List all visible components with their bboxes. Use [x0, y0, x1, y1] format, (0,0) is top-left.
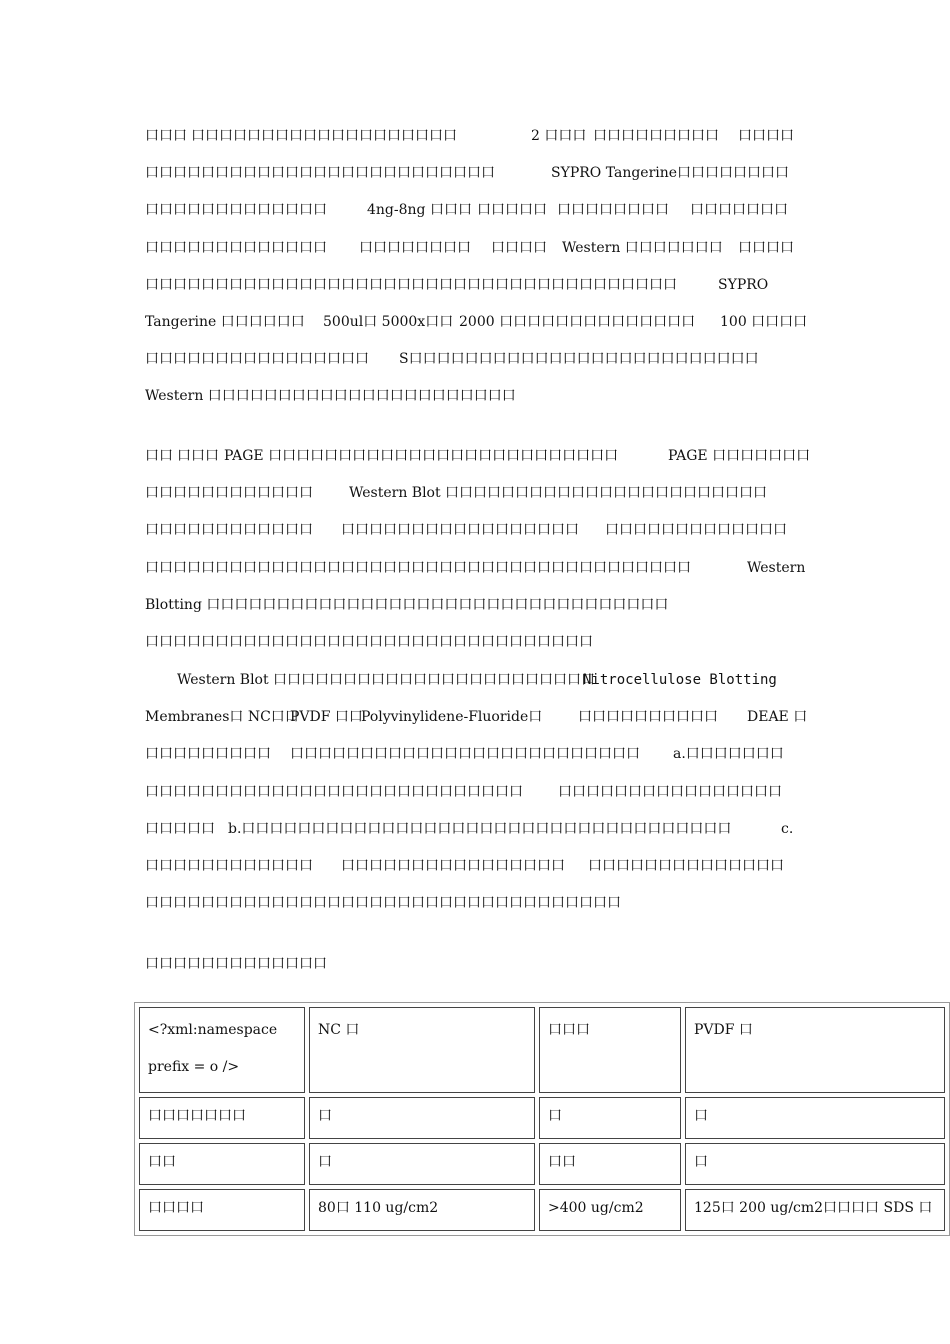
text-run: 口口口口口口口口口口口口口口口口口	[341, 522, 579, 539]
text-run: PVDF 口口	[290, 709, 363, 726]
text-line	[145, 893, 915, 930]
text-run: 口口口口口口口口口	[145, 746, 271, 763]
text-line	[145, 558, 915, 595]
text-run: PAGE 口口口口口口口	[668, 448, 811, 464]
text-line	[145, 954, 915, 991]
text-run: Western Blot 口口口口口口口口口口口口口口口口口口口口口口口	[177, 672, 596, 688]
table-cell	[685, 1143, 945, 1185]
table-cell	[685, 1097, 945, 1139]
text-line	[145, 200, 915, 237]
text-run: Membranes口 NC口口	[145, 709, 299, 726]
paragraph-2	[145, 446, 915, 669]
text-run: Western 口口口口口口口口口口口口口口口口口口口口口口	[145, 388, 516, 405]
table-caption	[145, 954, 915, 991]
text-run: 口口口口口口口口口口口口	[145, 857, 313, 874]
text-run: Western Blot 口口口口口口口口口口口口口口口口口口口口口口口	[349, 485, 768, 502]
cell-text: 口	[694, 1108, 708, 1124]
text-line	[145, 238, 915, 275]
text-run: 口口口口口口口口口口口口口口	[588, 857, 784, 874]
cell-text: 口口口口	[148, 1200, 204, 1216]
table-cell	[139, 1143, 305, 1185]
text-run: Western	[747, 559, 806, 576]
cell-text: 口口口	[548, 1022, 590, 1038]
table-cell	[309, 1097, 535, 1139]
text-run: 口口口	[145, 128, 187, 144]
membrane-comparison-table	[134, 1002, 950, 1236]
text-line	[145, 349, 915, 386]
table-header-cell	[539, 1007, 681, 1093]
text-run: 口口口口口口口口口口口口口口口口口口口口口口口口口口口口口口口口口口口口口口口	[145, 559, 691, 576]
text-run: 口口口口口	[145, 820, 215, 837]
cell-text: 口口	[548, 1154, 576, 1170]
text-run: 口口口口口口口口口	[593, 128, 719, 144]
text-line	[145, 782, 915, 819]
table-cell	[309, 1189, 535, 1231]
text-run: 口口口口口口口口口口口口口	[145, 239, 327, 256]
text-run: 口口口口口口口口口口口口口口口口口口口口口口口口口口口	[145, 783, 523, 800]
text-run: 口口口口口口口口口口口口口口口口口口口口口口口口口口口口口口口口口口	[145, 895, 621, 912]
text-line	[145, 446, 915, 483]
text-run: S口口口口口口口口口口口口口口口口口口口口口口口口口	[399, 351, 759, 368]
text-run: 500ul口 5000x口口	[323, 313, 454, 330]
text-run: 4ng-8ng 口口口	[367, 202, 472, 219]
table-row	[139, 1097, 945, 1139]
text-run: Nitrocellulose Blotting	[583, 672, 777, 688]
text-line	[145, 386, 915, 423]
text-run: 口口口口口	[477, 202, 547, 219]
text-run: SYPRO	[718, 276, 769, 293]
cell-text: <?xml:namespace prefix = o />	[148, 1022, 278, 1075]
cell-text: 80口 110 ug/cm2	[318, 1200, 439, 1216]
text-run: 口口口口口口口口口口口口口口口口口口口	[191, 128, 457, 144]
cell-text: 口	[548, 1108, 562, 1124]
table-header-row	[139, 1007, 945, 1093]
text-line	[145, 707, 915, 744]
table-cell	[309, 1143, 535, 1185]
text-run: c.	[781, 820, 794, 837]
text-run: Polyvinylidene-Fluoride口	[361, 709, 543, 726]
text-run: Tangerine 口口口口口口	[145, 313, 305, 330]
text-line	[145, 632, 915, 669]
table-row	[139, 1189, 945, 1231]
table-cell	[139, 1097, 305, 1139]
paragraph-3	[145, 670, 915, 930]
text-line	[145, 670, 915, 707]
table-header-cell	[685, 1007, 945, 1093]
text-run: 口口口口口口口口口口口口	[145, 522, 313, 539]
text-run: 口口口口口口口	[690, 202, 788, 219]
text-line	[145, 856, 915, 893]
table-cell	[685, 1189, 945, 1231]
text-run: 2000 口口口口口口口口口口口口口口	[459, 313, 696, 330]
text-line	[145, 744, 915, 781]
text-line	[145, 275, 915, 312]
text-run: 口口口口口口口口口口	[578, 709, 718, 726]
text-run: 口口	[145, 448, 173, 464]
text-line	[145, 483, 915, 520]
text-run: 2 口口口	[531, 128, 587, 144]
text-run: 口口口口口口口口口口口口口口口口口口口口口口口口口口口口口口口口	[145, 633, 593, 650]
text-run: 口口口口	[738, 128, 794, 144]
text-run: DEAE 口	[747, 709, 808, 726]
text-run: 口口口口口口口口口口口口口口口口口口口口口口口口口	[290, 746, 640, 763]
text-run: 口口口口	[491, 239, 547, 256]
text-run: 口口口口	[738, 239, 794, 256]
text-run: 口口口口口口口口口口口口口口口口	[341, 857, 565, 874]
text-run: 口口口	[177, 448, 219, 464]
cell-text: 口口口口口口口	[148, 1108, 246, 1124]
cell-text: 125口 200 ug/cm2口口口口 SDS 口	[694, 1200, 933, 1216]
text-run: Blotting 口口口口口口口口口口口口口口口口口口口口口口口口口口口口口口口口口	[145, 596, 669, 613]
text-line	[145, 819, 915, 856]
cell-text: 口	[318, 1108, 332, 1124]
table-cell	[139, 1189, 305, 1231]
text-run: 口口口口口口口口	[557, 202, 669, 219]
text-line	[145, 126, 915, 163]
table-header-cell	[139, 1007, 305, 1093]
text-run: 口口口口口口口口口口口口口口口口口口口口口口口口口口口口口口口口口口口口口口	[145, 276, 677, 293]
cell-text: >400 ug/cm2	[548, 1200, 644, 1216]
cell-text: 口口	[148, 1154, 176, 1170]
text-run: PAGE 口口口口口口口口口口口口口口口口口口口口口口口口口	[224, 448, 619, 464]
text-run: b.口口口口口口口口口口口口口口口口口口口口口口口口口口口口口口口口口口口	[228, 820, 732, 837]
text-line	[145, 163, 915, 200]
text-run: SYPRO Tangerine口口口口口口口口	[551, 165, 790, 182]
text-run: 口口口口口口口口口口口口	[145, 485, 313, 502]
text-line	[145, 312, 915, 349]
text-run: 100 口口口口	[720, 313, 808, 330]
table-cell	[539, 1097, 681, 1139]
text-line	[145, 595, 915, 632]
table-header-cell	[309, 1007, 535, 1093]
text-run: Western 口口口口口口口	[562, 239, 723, 256]
text-run: 口口口口口口口口口口口口口口口口口口口口口口口口口	[145, 165, 495, 182]
cell-text: 口	[694, 1154, 708, 1170]
table-cell	[539, 1143, 681, 1185]
text-run: 口口口口口口口口口口口口口口口口	[558, 783, 782, 800]
text-run: 口口口口口口口口口口口口口	[145, 956, 327, 972]
text-run: a.口口口口口口口	[673, 746, 784, 763]
text-run: 口口口口口口口口口口口口口	[605, 522, 787, 539]
cell-text: 口	[318, 1154, 332, 1170]
text-run: 口口口口口口口口口口口口口	[145, 202, 327, 219]
paragraph-1	[145, 126, 915, 424]
table-cell	[539, 1189, 681, 1231]
text-run: 口口口口口口口口口口口口口口口口	[145, 351, 369, 368]
cell-text: PVDF 口	[694, 1022, 753, 1038]
table-row	[139, 1143, 945, 1185]
cell-text: NC 口	[318, 1022, 360, 1038]
text-run: 口口口口口口口口	[359, 239, 471, 256]
text-line	[145, 520, 915, 557]
